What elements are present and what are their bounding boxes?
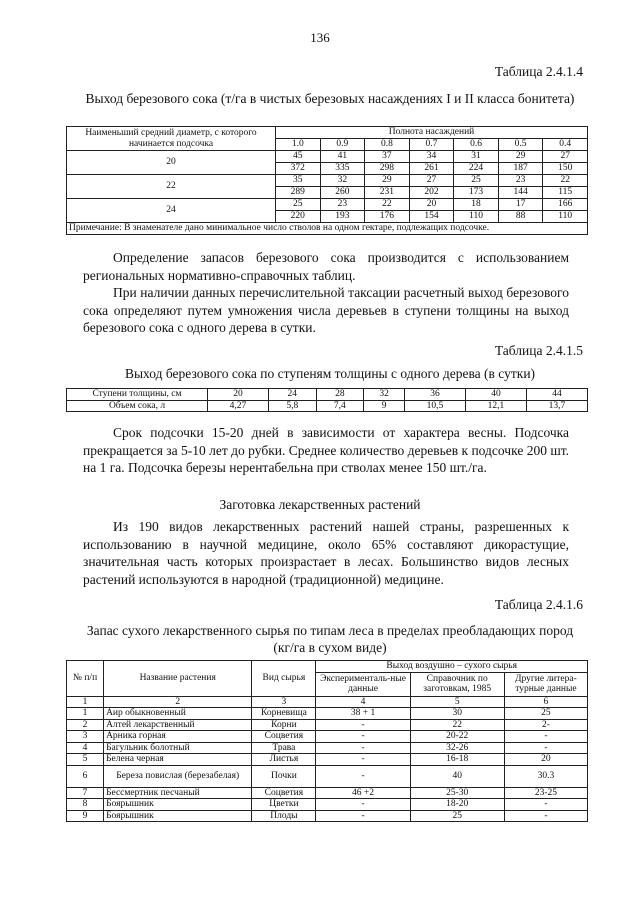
t1-value-top: 41: [320, 151, 365, 163]
t3-head-ref: Справочник по заготовкам, 1985: [410, 672, 504, 696]
t1-value-bottom: 88: [498, 211, 543, 223]
t1-value-bottom: 260: [320, 187, 365, 199]
t1-value-bottom: 110: [454, 211, 499, 223]
t2-cell: 7,4: [316, 400, 364, 412]
table-row: [67, 754, 588, 766]
page-number: 136: [310, 30, 330, 45]
t3-plant-name: Арника горная: [104, 731, 252, 743]
t1-value-bottom: 335: [320, 163, 365, 175]
t3-raw-type: Корневища: [252, 708, 316, 720]
t2-row-label: Объем сока, л: [67, 400, 208, 412]
table-1-title: Выход березового сока (т/га в чистых березовых насаждениях I и II класса бонитета): [85, 91, 575, 106]
t3-head-name: Название растения: [104, 661, 252, 697]
t1-value-bottom: 173: [454, 187, 499, 199]
t1-value-top: 29: [365, 175, 410, 187]
t3-other: -: [504, 742, 587, 754]
paragraph-4: Из 190 видов лекарственных растений нашей страны, разрешенных к использованию в научной медицине, около 65% составляют дикорастущие, значительная часть которых произрастает в лесах. Большинство видов лесных растений используются в народной (традиционной) медицине.: [83, 519, 569, 587]
t1-value-top: 35: [276, 175, 321, 187]
t1-value-bottom: 187: [498, 163, 543, 175]
t1-density: 0.5: [498, 139, 543, 151]
t1-value-top: 17: [498, 199, 543, 211]
t3-ref: 25: [410, 810, 504, 822]
table-3-label: Таблица 2.4.1.6: [494, 597, 583, 612]
t1-value-bottom: 224: [454, 163, 499, 175]
t1-head-diameter: Наименьший средний диаметр, с которого начинается подсочка: [67, 127, 276, 151]
t3-head-other: Другие литера-турные данные: [504, 672, 587, 696]
t1-value-bottom: 202: [409, 187, 454, 199]
t3-ref: 20-22: [410, 731, 504, 743]
t3-colnum: 1: [67, 696, 104, 708]
t3-other: 2-: [504, 719, 587, 731]
t3-exp: -: [316, 731, 410, 743]
t3-other: 23-25: [504, 787, 587, 799]
t1-value-bottom: 261: [409, 163, 454, 175]
t3-other: 25: [504, 708, 587, 720]
t2-cell: 13,7: [526, 400, 587, 412]
t3-exp: -: [316, 799, 410, 811]
t3-colnum: 6: [504, 696, 587, 708]
t3-exp: 46 +2: [316, 787, 410, 799]
t2-cell: 12,1: [465, 400, 526, 412]
t1-density: 0.4: [543, 139, 588, 151]
t3-ref: 16-18: [410, 754, 504, 766]
t3-plant-name: Береза повислая (березабелая): [104, 765, 252, 787]
t2-cell: 36: [405, 389, 466, 401]
t3-num: 3: [67, 731, 104, 743]
t1-density: 0.6: [454, 139, 499, 151]
table-row: [67, 742, 588, 754]
t1-diameter: 22: [67, 175, 276, 199]
t1-value-bottom: 193: [320, 211, 365, 223]
table-row: [67, 151, 588, 163]
t3-ref: 40: [410, 765, 504, 787]
table-2-title: Выход березового сока по ступеням толщины с одного дерева (в сутки): [124, 366, 536, 381]
t1-value-top: 25: [454, 175, 499, 187]
t1-value-top: 22: [365, 199, 410, 211]
table-3: [66, 660, 588, 822]
t3-plant-name: Алтей лекарственный: [104, 719, 252, 731]
t1-value-top: 31: [454, 151, 499, 163]
t3-num: 1: [67, 708, 104, 720]
section-heading: Заготовка лекарственных растений: [219, 497, 421, 512]
t3-ref: 32-26: [410, 742, 504, 754]
t3-raw-type: Соцветия: [252, 731, 316, 743]
t1-value-bottom: 110: [543, 211, 588, 223]
table-3-title: Запас сухого лекарственного сырья по типам леса в пределах преобладающих пород (кг/га в сухом виде): [86, 623, 574, 655]
t3-exp: -: [316, 765, 410, 787]
t1-value-top: 25: [276, 199, 321, 211]
t1-value-bottom: 372: [276, 163, 321, 175]
t3-exp: -: [316, 742, 410, 754]
t3-exp: -: [316, 719, 410, 731]
t2-cell: 24: [268, 389, 316, 401]
t3-num: 4: [67, 742, 104, 754]
t3-plant-name: Боярышник: [104, 810, 252, 822]
t1-value-bottom: 231: [365, 187, 410, 199]
table-1-label: Таблица 2.4.1.4: [494, 64, 583, 79]
t1-value-top: 20: [409, 199, 454, 211]
t1-diameter: 20: [67, 151, 276, 175]
t1-value-bottom: 154: [409, 211, 454, 223]
t3-exp: -: [316, 810, 410, 822]
t3-raw-type: Соцветия: [252, 787, 316, 799]
t1-value-bottom: 115: [543, 187, 588, 199]
t1-value-top: 27: [543, 151, 588, 163]
t1-head-density: Полнота насаждений: [276, 127, 588, 139]
t1-value-bottom: 144: [498, 187, 543, 199]
t2-cell: 10,5: [405, 400, 466, 412]
t2-cell: 20: [208, 389, 269, 401]
paragraph-1: Определение запасов березового сока производится с использованием региональных нормативно-справочных таблиц.: [83, 250, 569, 283]
t1-value-top: 45: [276, 151, 321, 163]
t3-other: 20: [504, 754, 587, 766]
t1-value-bottom: 176: [365, 211, 410, 223]
t1-value-top: 22: [543, 175, 588, 187]
t2-cell: 44: [526, 389, 587, 401]
t3-head-type: Вид сырья: [252, 661, 316, 697]
t2-cell: 40: [465, 389, 526, 401]
t3-other: -: [504, 731, 587, 743]
t3-ref: 22: [410, 719, 504, 731]
t1-value-top: 23: [320, 199, 365, 211]
t1-diameter: 24: [67, 199, 276, 223]
table-row: [67, 810, 588, 822]
t1-value-bottom: 150: [543, 163, 588, 175]
table-row: [67, 719, 588, 731]
t1-note: Примечание: В знаменателе дано минимальное число стволов на одном гектаре, подлежащих подсочке.: [67, 223, 588, 235]
t1-value-bottom: 220: [276, 211, 321, 223]
table-row: [67, 731, 588, 743]
table-row: [67, 199, 588, 211]
t3-head-exp: Эксперименталь-ные данные: [316, 672, 410, 696]
t3-colnum: 2: [104, 696, 252, 708]
t3-num: 2: [67, 719, 104, 731]
t3-ref: 18-20: [410, 799, 504, 811]
t3-raw-type: Трава: [252, 742, 316, 754]
t1-value-top: 34: [409, 151, 454, 163]
t2-cell: 28: [316, 389, 364, 401]
t1-density: 1.0: [276, 139, 321, 151]
t3-raw-type: Плоды: [252, 810, 316, 822]
t1-value-top: 29: [498, 151, 543, 163]
t3-other: 30.3: [504, 765, 587, 787]
t3-colnum: 5: [410, 696, 504, 708]
t3-head-group: Выход воздушно – сухого сырья: [316, 661, 588, 673]
t3-raw-type: Корни: [252, 719, 316, 731]
t1-value-top: 23: [498, 175, 543, 187]
t3-num: 9: [67, 810, 104, 822]
t3-plant-name: Белена черная: [104, 754, 252, 766]
t3-num: 6: [67, 765, 104, 787]
t3-exp: 38 + 1: [316, 708, 410, 720]
t1-value-top: 32: [320, 175, 365, 187]
t3-plant-name: Боярышник: [104, 799, 252, 811]
t3-raw-type: Почки: [252, 765, 316, 787]
t3-num: 7: [67, 787, 104, 799]
paragraph-3: Срок подсочки 15-20 дней в зависимости от характера весны. Подсочка прекращается за 5-10 лет до рубки. Среднее количество деревьев к подсочке 200 шт. на 1 га. Подсочка березы нерентабельна при стволах менее 150 шт./га.: [83, 425, 569, 475]
table-row: [67, 175, 588, 187]
t3-ref: 25-30: [410, 787, 504, 799]
table-row: [67, 799, 588, 811]
table-row: [67, 765, 588, 787]
table-2-label: Таблица 2.4.1.5: [494, 343, 583, 358]
t3-colnum: 3: [252, 696, 316, 708]
t1-value-bottom: 298: [365, 163, 410, 175]
t3-other: -: [504, 810, 587, 822]
t1-value-bottom: 289: [276, 187, 321, 199]
t1-density: 0.7: [409, 139, 454, 151]
t1-value-top: 27: [409, 175, 454, 187]
t2-cell: 4,27: [208, 400, 269, 412]
t3-raw-type: Листья: [252, 754, 316, 766]
table-1: [66, 126, 588, 235]
t3-other: -: [504, 799, 587, 811]
t3-raw-type: Цветки: [252, 799, 316, 811]
t3-head-num: № п/п: [67, 661, 104, 697]
t3-plant-name: Аир обыкновенный: [104, 708, 252, 720]
t2-row-label: Ступени толщины, см: [67, 389, 208, 401]
t1-density: 0.8: [365, 139, 410, 151]
t3-exp: -: [316, 754, 410, 766]
t3-ref: 30: [410, 708, 504, 720]
t1-value-top: 37: [365, 151, 410, 163]
table-2: [66, 388, 588, 412]
t3-plant-name: Бессмертник песчаный: [104, 787, 252, 799]
paragraph-2: При наличии данных перечислительной таксации расчетный выход березового сока определяют путем умножения числа деревьев в ступени толщины на выход березового сока с одного дерева в сутки.: [83, 285, 569, 335]
t3-colnum: 4: [316, 696, 410, 708]
t2-cell: 5,8: [268, 400, 316, 412]
t2-cell: 9: [364, 400, 405, 412]
t2-cell: 32: [364, 389, 405, 401]
t1-density: 0.9: [320, 139, 365, 151]
t3-num: 5: [67, 754, 104, 766]
t3-plant-name: Багульник болотный: [104, 742, 252, 754]
table-row: [67, 787, 588, 799]
t1-value-top: 166: [543, 199, 588, 211]
t1-value-top: 18: [454, 199, 499, 211]
table-row: [67, 708, 588, 720]
t3-num: 8: [67, 799, 104, 811]
